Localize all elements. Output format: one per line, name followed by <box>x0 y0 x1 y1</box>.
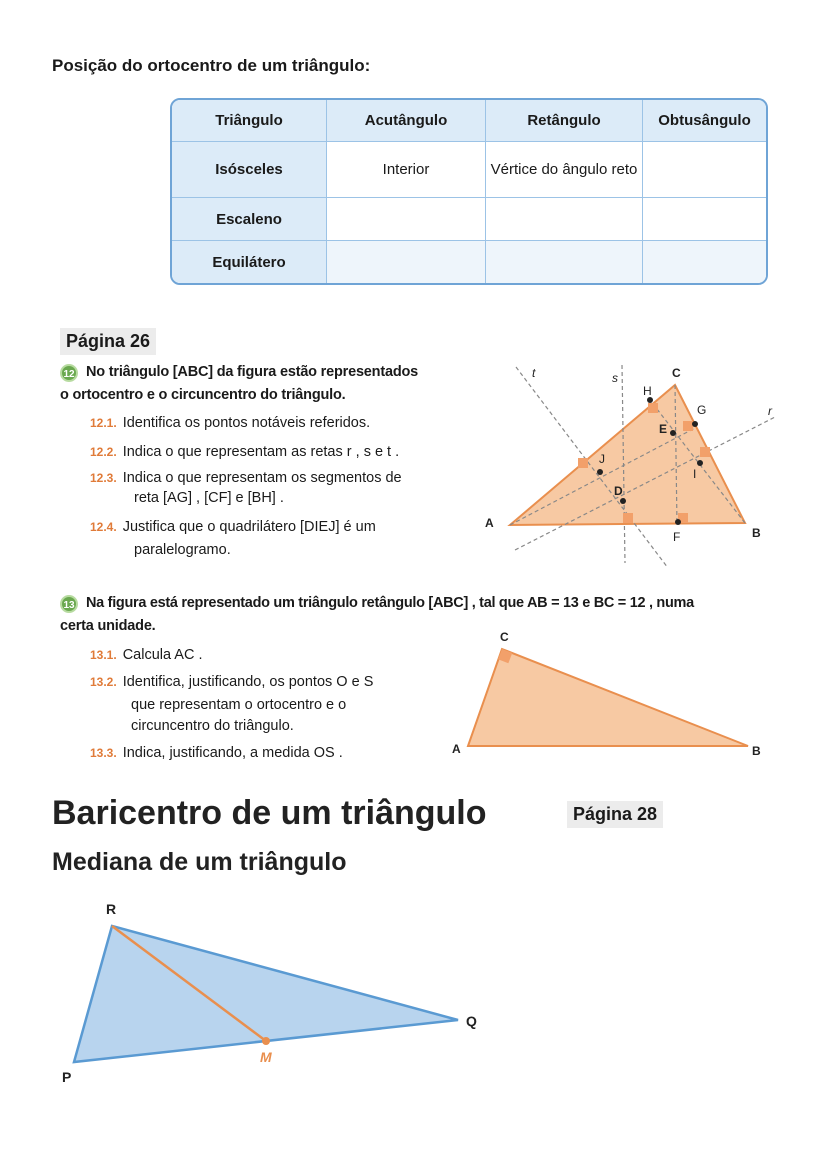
label-r: R <box>106 901 117 917</box>
label-b: B <box>752 526 761 540</box>
question-item: reta [AG] , [CF] e [BH] . <box>134 490 284 506</box>
label-f: F <box>673 530 681 544</box>
point-i <box>697 460 703 466</box>
question-number-badge: 12 <box>60 364 78 382</box>
label-c: C <box>500 630 509 644</box>
label-d: D <box>614 484 623 498</box>
right-angle-marker <box>700 447 710 457</box>
median-figure <box>40 890 510 1090</box>
table-header-cell: Acutângulo <box>327 100 486 142</box>
right-angle-marker <box>683 421 693 431</box>
question-item: 13.3. Indica, justificando, a medida OS . <box>90 745 343 761</box>
question-text: o ortocentro e o circuncentro do triângulo. <box>60 387 346 403</box>
right-triangle-figure <box>440 625 780 765</box>
label-a: A <box>452 742 461 756</box>
question-item: 12.1. Identifica os pontos notáveis referidos. <box>90 415 371 431</box>
orthocenter-figure <box>480 355 800 570</box>
table-header-cell: Triângulo <box>172 100 327 142</box>
question-item: circuncentro do triângulo. <box>131 718 294 734</box>
question-item: 12.2. Indica o que representam as retas r , s e t . <box>90 444 400 460</box>
table-cell: Interior <box>327 142 486 198</box>
table-row-label: Escaleno <box>172 198 327 241</box>
question-number-badge: 13 <box>60 595 78 613</box>
table-cell <box>486 198 643 241</box>
label-h: H <box>643 384 652 398</box>
label-r: r <box>768 404 772 418</box>
point-f <box>675 519 681 525</box>
question-item: 12.4. Justifica que o quadrilátero [DIEJ] é um <box>90 519 376 535</box>
table-cell <box>643 142 766 198</box>
table-cell <box>643 241 766 283</box>
point-e <box>670 430 676 436</box>
table-row-label: Isósceles <box>172 142 327 198</box>
table-cell <box>327 241 486 283</box>
table-header-cell: Retângulo <box>486 100 643 142</box>
right-angle-marker <box>578 458 588 468</box>
table-cell: Vértice do ângulo reto <box>486 142 643 198</box>
label-q: Q <box>466 1013 477 1029</box>
page-badge: Página 26 <box>60 328 156 355</box>
orthocenter-table <box>170 98 768 285</box>
label-c: C <box>672 366 681 380</box>
table-cell <box>327 198 486 241</box>
label-a: A <box>485 516 494 530</box>
label-e: E <box>659 422 668 436</box>
table-cell <box>486 241 643 283</box>
point-m <box>262 1037 270 1045</box>
table-cell <box>643 198 766 241</box>
question-text: Na figura está representado um triângulo retângulo [ABC] , tal que AB = 13 e BC = 12 , numa <box>86 595 694 611</box>
page-badge: Página 28 <box>567 801 663 828</box>
question-text: No triângulo [ABC] da figura estão representados <box>86 364 418 380</box>
question-text: certa unidade. <box>60 618 156 634</box>
label-s: s <box>612 371 618 385</box>
right-angle-marker <box>648 403 658 413</box>
label-g: G <box>697 403 707 417</box>
question-item: 13.1. Calcula AC . <box>90 647 203 663</box>
label-m: M <box>260 1049 272 1065</box>
table-header-cell: Obtusângulo <box>643 100 766 142</box>
question-item: que representam o ortocentro e o <box>131 697 347 713</box>
label-b: B <box>752 744 761 758</box>
point-d <box>620 498 626 504</box>
point-j <box>597 469 603 475</box>
question-item: 13.2. Identifica, justificando, os pontos O e S <box>90 674 374 690</box>
section-heading: Posição do ortocentro de um triângulo: <box>52 56 371 75</box>
right-angle-marker <box>623 513 633 523</box>
table-row-label: Equilátero <box>172 241 327 283</box>
label-t: t <box>532 366 536 380</box>
label-i: I <box>693 467 697 481</box>
question-item: 12.3. Indica o que representam os segmentos de <box>90 470 402 486</box>
label-p: P <box>62 1069 72 1085</box>
label-j: J <box>599 452 605 466</box>
subsection-title: Mediana de um triângulo <box>52 848 347 876</box>
triangle-abc <box>468 649 748 746</box>
question-item: paralelogramo. <box>134 542 231 558</box>
section-title: Baricentro de um triângulo <box>52 794 487 832</box>
point-g <box>692 421 698 427</box>
